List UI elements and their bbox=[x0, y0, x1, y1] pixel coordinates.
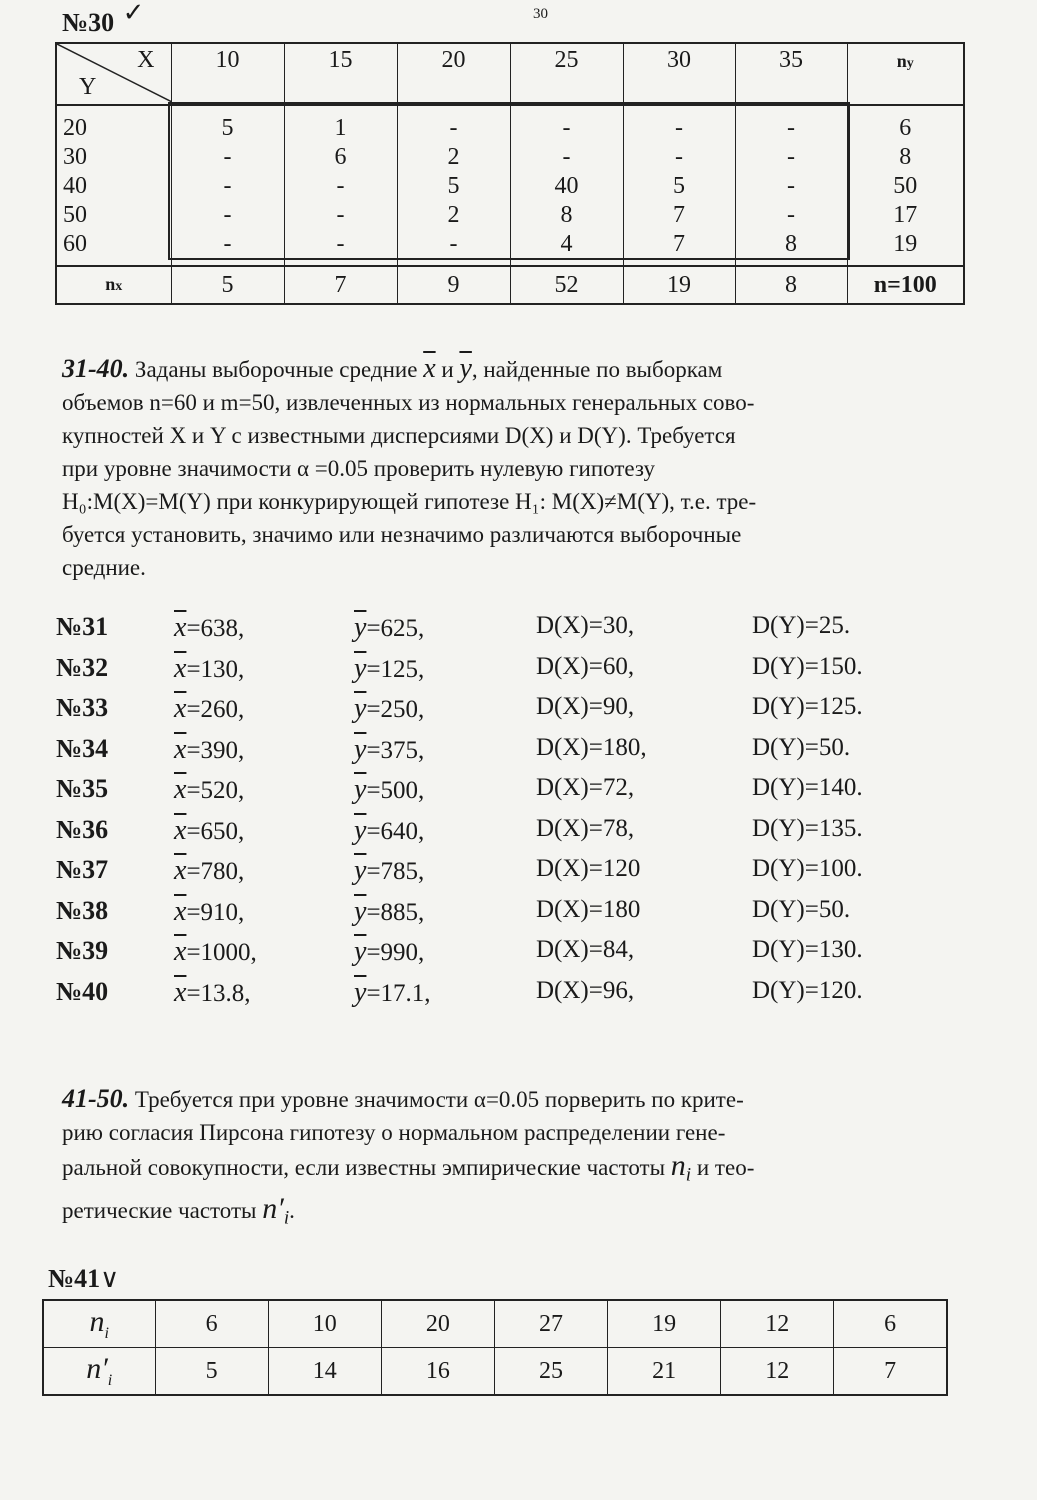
table-cell: - bbox=[171, 230, 284, 266]
table-row bbox=[56, 172, 964, 201]
problem-number: №40 bbox=[56, 976, 109, 1006]
table-cell: - bbox=[735, 105, 847, 143]
ni-symbol: n bbox=[670, 1149, 686, 1182]
y-mean bbox=[354, 693, 424, 725]
y-bar-symbol: $\overline{y}$ bbox=[354, 652, 367, 684]
x-mean-value: =13.8, bbox=[186, 979, 251, 1007]
text: , найденные по выборкам bbox=[471, 357, 723, 382]
nx-value: 8 bbox=[735, 266, 847, 304]
empirical-row bbox=[43, 1300, 947, 1348]
y-mean-value: =625, bbox=[366, 615, 425, 642]
ni-subscript: i bbox=[685, 1164, 692, 1186]
text: . bbox=[289, 1197, 295, 1223]
table-cell: 5 bbox=[155, 1348, 268, 1396]
y-mean bbox=[354, 936, 424, 968]
table-cell: 21 bbox=[608, 1348, 721, 1396]
text: ральной совокупности, если известны эмпирические частоты bbox=[62, 1155, 666, 1180]
row-header: $n'_i$ bbox=[43, 1348, 155, 1396]
x-bar-symbol: $\overline{x}$ bbox=[174, 693, 187, 724]
dy-value: D(Y)=50. bbox=[752, 733, 851, 761]
table-cell: 12 bbox=[721, 1300, 834, 1348]
table-cell: - bbox=[171, 172, 284, 201]
x-bar-symbol: $\overline{x}$ bbox=[174, 936, 187, 967]
y-value: 50 bbox=[56, 201, 171, 230]
para-line bbox=[62, 1192, 932, 1235]
table-footer-row bbox=[56, 266, 964, 304]
x-bar-symbol: $\overline{x}$ bbox=[174, 774, 187, 805]
dx-value: D(X)=30, bbox=[536, 612, 635, 639]
table-cell: - bbox=[735, 143, 847, 172]
ny-value: 17 bbox=[893, 202, 918, 228]
para-line bbox=[62, 352, 932, 386]
y-mean-value: =640, bbox=[366, 817, 425, 845]
problem-number: №34 bbox=[56, 733, 109, 763]
y-mean-value: =375, bbox=[366, 736, 425, 764]
table-cell: 5 bbox=[171, 105, 284, 143]
y-mean-value: =250, bbox=[366, 696, 425, 723]
text: и тео- bbox=[696, 1155, 755, 1180]
problem-number: №33 bbox=[56, 693, 109, 722]
x-mean-value: =638, bbox=[186, 615, 245, 642]
x-mean bbox=[174, 734, 244, 766]
table-cell: 25 bbox=[494, 1348, 607, 1396]
ny-value: 8 bbox=[899, 144, 912, 170]
problem-30-number: №30 bbox=[62, 8, 115, 37]
x-mean-value: =520, bbox=[186, 777, 245, 804]
problem-number: №39 bbox=[56, 936, 109, 965]
y-value: 30 bbox=[56, 143, 171, 172]
table-cell: - bbox=[623, 105, 735, 143]
problem-number: №38 bbox=[56, 895, 109, 925]
nip-symbol: n′ bbox=[262, 1191, 284, 1225]
x-mean-value: =650, bbox=[186, 817, 245, 845]
text: Требуется при уровне значимости α=0.05 порверить по крите- bbox=[134, 1087, 744, 1112]
para-line bbox=[62, 1149, 932, 1192]
problem-row bbox=[56, 977, 956, 1017]
y-bar-symbol: $\overline{y}$ bbox=[354, 774, 367, 805]
table-cell: 5 bbox=[623, 172, 735, 201]
y-mean-value: =125, bbox=[366, 655, 425, 683]
table-row bbox=[56, 201, 964, 230]
problem-row bbox=[56, 693, 956, 733]
x-bar-symbol: $\overline{x}$ bbox=[174, 733, 187, 765]
text: ретические частоты bbox=[62, 1197, 257, 1223]
y-bar: $\overline{y}$ bbox=[459, 353, 472, 384]
y-bar-symbol: $\overline{y}$ bbox=[354, 855, 367, 886]
total-n: n=100 bbox=[847, 266, 964, 304]
x-mean-value: =910, bbox=[186, 898, 245, 926]
section-31-40 bbox=[62, 352, 932, 584]
x-mean-value: =1000, bbox=[186, 939, 257, 966]
y-mean-value: =885, bbox=[366, 898, 425, 926]
x-header: 25 bbox=[510, 43, 623, 105]
table-cell: 40 bbox=[510, 172, 623, 201]
dx-value: D(X)=180 bbox=[536, 895, 641, 923]
para-line: H₀:M(X)=M(Y) при конкурирующей гипотезе H₁: M(X)≠M(Y), т.е. тре- bbox=[62, 489, 757, 514]
x-header: 15 bbox=[284, 43, 397, 105]
theoretical-row bbox=[43, 1348, 947, 1396]
corner-x-label: X bbox=[137, 47, 155, 73]
table-cell: 8 bbox=[735, 230, 847, 266]
table-cell: 12 bbox=[721, 1348, 834, 1396]
dx-value: D(X)=60, bbox=[536, 652, 635, 680]
table-cell: - bbox=[171, 143, 284, 172]
nip-subscript: i bbox=[283, 1207, 290, 1229]
x-bar: $\overline{x}$ bbox=[423, 353, 436, 384]
dy-value: D(Y)=125. bbox=[752, 693, 863, 720]
dx-value: D(X)=180, bbox=[536, 733, 647, 761]
problem-row bbox=[56, 653, 956, 693]
y-bar-symbol: $\overline{y}$ bbox=[354, 895, 367, 927]
problem-row bbox=[56, 612, 956, 652]
problem-row bbox=[56, 936, 956, 976]
table-cell: 19 bbox=[608, 1300, 721, 1348]
table-cell: - bbox=[397, 105, 510, 143]
x-mean-value: =130, bbox=[186, 655, 245, 683]
y-mean bbox=[354, 653, 424, 685]
x-mean bbox=[174, 977, 251, 1009]
dy-value: D(Y)=150. bbox=[752, 652, 863, 680]
checkmark-icon: ∨ bbox=[100, 1264, 120, 1293]
dx-value: D(X)=72, bbox=[536, 774, 635, 801]
nx-value: 19 bbox=[623, 266, 735, 304]
table-cell: 1 bbox=[284, 105, 397, 143]
problem-41-number: №41 bbox=[48, 1264, 101, 1293]
para-line: купностей X и Y с известными дисперсиями D(X) и D(Y). Требуется bbox=[62, 423, 736, 448]
x-header: 10 bbox=[171, 43, 284, 105]
problem-row bbox=[56, 774, 956, 814]
x-mean bbox=[174, 653, 244, 685]
y-bar-symbol: $\overline{y}$ bbox=[354, 936, 367, 967]
table-cell: 20 bbox=[381, 1300, 494, 1348]
table-cell: - bbox=[735, 172, 847, 201]
x-header: 35 bbox=[735, 43, 847, 105]
y-value: 40 bbox=[56, 172, 171, 201]
dy-value: D(Y)=100. bbox=[752, 855, 863, 882]
table-cell: - bbox=[623, 143, 735, 172]
ny-header: ny bbox=[847, 43, 964, 105]
corner-cell bbox=[56, 43, 171, 105]
dy-value: D(Y)=120. bbox=[752, 976, 863, 1004]
dx-value: D(X)=96, bbox=[536, 976, 635, 1004]
x-mean bbox=[174, 612, 244, 644]
table-row bbox=[56, 143, 964, 172]
y-mean bbox=[354, 734, 424, 766]
dx-value: D(X)=84, bbox=[536, 936, 635, 963]
x-mean bbox=[174, 936, 257, 968]
table-cell: 7 bbox=[623, 230, 735, 266]
table-cell: - bbox=[735, 201, 847, 230]
problem-number: №36 bbox=[56, 814, 109, 844]
x-mean-value: =780, bbox=[186, 858, 245, 885]
problem-number: №32 bbox=[56, 652, 109, 682]
table-cell: 14 bbox=[268, 1348, 381, 1396]
para-line: при уровне значимости α =0.05 проверить нулевую гипотезу bbox=[62, 456, 655, 481]
table-cell: - bbox=[510, 143, 623, 172]
table-header-row bbox=[56, 43, 964, 105]
x-mean-value: =390, bbox=[186, 736, 245, 764]
y-bar-symbol: $\overline{y}$ bbox=[354, 814, 367, 846]
x-bar-symbol: $\overline{x}$ bbox=[174, 895, 187, 927]
correlation-table bbox=[55, 42, 965, 305]
ny-value: 6 bbox=[899, 115, 912, 141]
table-cell: - bbox=[284, 201, 397, 230]
nx-value: 5 bbox=[171, 266, 284, 304]
table-cell: - bbox=[171, 201, 284, 230]
x-bar-symbol: $\overline{x}$ bbox=[174, 814, 187, 846]
section-number: 31-40. bbox=[62, 354, 130, 383]
nx-value: 7 bbox=[284, 266, 397, 304]
nx-header: nx bbox=[56, 266, 171, 304]
nx-value: 9 bbox=[397, 266, 510, 304]
table-cell: - bbox=[284, 172, 397, 201]
y-bar-symbol: $\overline{y}$ bbox=[354, 612, 367, 643]
para-line: буется установить, значимо или незначимо различаются выборочные bbox=[62, 522, 742, 547]
y-mean-value: =990, bbox=[366, 939, 425, 966]
x-bar-symbol: $\overline{x}$ bbox=[174, 855, 187, 886]
table-cell: 6 bbox=[834, 1300, 947, 1348]
table-cell: 10 bbox=[268, 1300, 381, 1348]
y-mean bbox=[354, 612, 424, 644]
y-mean bbox=[354, 896, 424, 928]
table-cell: 2 bbox=[397, 143, 510, 172]
x-header: 20 bbox=[397, 43, 510, 105]
y-mean bbox=[354, 977, 431, 1009]
corner-y-label: Y bbox=[79, 74, 97, 100]
table-cell: - bbox=[510, 105, 623, 143]
y-mean-value: =17.1, bbox=[366, 979, 431, 1007]
y-value: 60 bbox=[56, 230, 171, 266]
text: и bbox=[441, 357, 454, 382]
y-bar-symbol: $\overline{y}$ bbox=[354, 693, 367, 724]
row-header: $n_i$ bbox=[43, 1300, 155, 1348]
dy-value: D(Y)=130. bbox=[752, 936, 863, 963]
x-mean bbox=[174, 774, 244, 806]
table-row bbox=[56, 230, 964, 266]
table-cell: 2 bbox=[397, 201, 510, 230]
page-number: 30 bbox=[533, 6, 548, 22]
dy-value: D(Y)=140. bbox=[752, 774, 863, 801]
x-mean bbox=[174, 815, 244, 847]
problem-row bbox=[56, 896, 956, 936]
dy-value: D(Y)=135. bbox=[752, 814, 863, 842]
problem-row bbox=[56, 734, 956, 774]
table-cell: - bbox=[397, 230, 510, 266]
y-bar-symbol: $\overline{y}$ bbox=[354, 976, 367, 1008]
problem-30-label bbox=[62, 0, 145, 38]
x-mean bbox=[174, 855, 244, 887]
table-cell: 6 bbox=[284, 143, 397, 172]
checkmark-icon: ✓ bbox=[122, 0, 145, 27]
text: Заданы выборочные средние bbox=[134, 357, 418, 382]
table-row bbox=[56, 105, 964, 143]
section-number: 41-50. bbox=[62, 1084, 130, 1113]
y-mean bbox=[354, 815, 424, 847]
para-line bbox=[62, 1082, 932, 1116]
problem-number: №31 bbox=[56, 612, 109, 641]
y-mean-value: =500, bbox=[366, 777, 425, 804]
y-mean-value: =785, bbox=[366, 858, 425, 885]
dx-value: D(X)=120 bbox=[536, 855, 641, 882]
frequency-table bbox=[42, 1299, 948, 1396]
table-cell: 16 bbox=[381, 1348, 494, 1396]
table-cell: 4 bbox=[510, 230, 623, 266]
problem-number: №35 bbox=[56, 774, 109, 803]
dx-value: D(X)=78, bbox=[536, 814, 635, 842]
x-header: 30 bbox=[623, 43, 735, 105]
x-mean bbox=[174, 693, 244, 725]
para-line: средние. bbox=[62, 555, 146, 580]
x-mean bbox=[174, 896, 244, 928]
diagonal-line bbox=[57, 44, 172, 102]
table-cell: 8 bbox=[510, 201, 623, 230]
table-cell: 7 bbox=[834, 1348, 947, 1396]
x-bar-symbol: $\overline{x}$ bbox=[174, 652, 187, 684]
problem-41-label bbox=[48, 1264, 119, 1294]
table-cell: 27 bbox=[494, 1300, 607, 1348]
problem-row bbox=[56, 855, 956, 895]
dy-value: D(Y)=25. bbox=[752, 612, 851, 639]
section-41-50 bbox=[62, 1082, 932, 1234]
x-mean-value: =260, bbox=[186, 696, 245, 723]
problem-row bbox=[56, 815, 956, 855]
dx-value: D(X)=90, bbox=[536, 693, 635, 720]
y-mean bbox=[354, 774, 424, 806]
problem-number: №37 bbox=[56, 855, 109, 884]
x-bar-symbol: $\overline{x}$ bbox=[174, 612, 187, 643]
ny-value: 19 bbox=[893, 231, 918, 257]
table-cell: 6 bbox=[155, 1300, 268, 1348]
y-value: 20 bbox=[56, 105, 171, 143]
para-line: объемов n=60 и m=50, извлеченных из нормальных генеральных сово- bbox=[62, 390, 755, 415]
y-bar-symbol: $\overline{y}$ bbox=[354, 733, 367, 765]
para-line: рию согласия Пирсона гипотезу о нормальном распределении гене- bbox=[62, 1120, 726, 1145]
y-mean bbox=[354, 855, 424, 887]
dy-value: D(Y)=50. bbox=[752, 895, 851, 923]
nx-value: 52 bbox=[510, 266, 623, 304]
table-cell: 5 bbox=[397, 172, 510, 201]
table-cell: - bbox=[284, 230, 397, 266]
table-cell: 7 bbox=[623, 201, 735, 230]
ny-value: 50 bbox=[893, 173, 918, 199]
x-bar-symbol: $\overline{x}$ bbox=[174, 976, 187, 1008]
